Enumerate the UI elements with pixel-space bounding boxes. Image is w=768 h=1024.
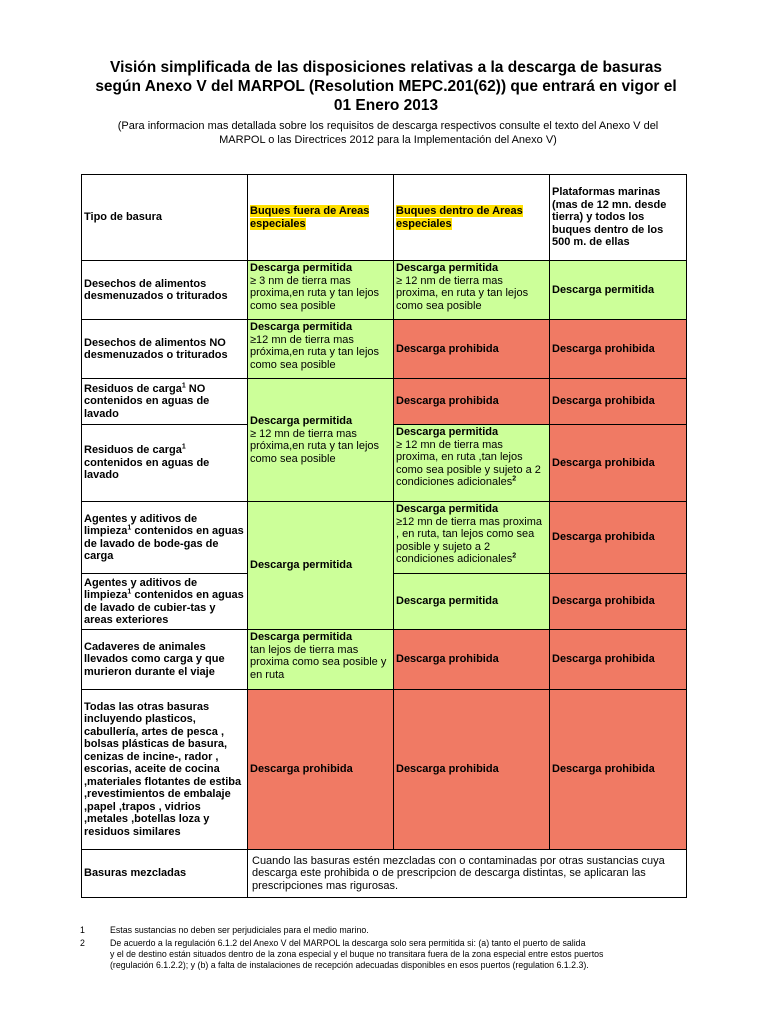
subtitle-line-1: (Para informacion mas detallada sobre los requisitos de descarga respectivos consulte el texto del Anexo V del [117,120,659,132]
title-line-3: 01 Enero 2013 [333,97,439,114]
row2-fuera-label: Descarga permitida [250,321,353,333]
footnote-2-number: 2 [80,938,85,948]
row4-tipo-text: Residuos de carga [84,444,182,457]
row5-dentro-detail [396,516,547,566]
row8-fuera: Descarga prohibida [248,690,394,850]
header-dentro [394,175,550,261]
header-fuera-text: Buques fuera de Areas especiales [250,205,370,230]
table-row [82,850,687,898]
table-row [82,502,687,574]
row4-plataformas: Descarga prohibida [550,425,687,502]
header-plataformas: Plataformas marinas (mas de 12 mn. desde tierra) y todos los buques dentro de los 500 m. de ellas [550,175,687,261]
table-row [82,261,687,320]
footnote-ref: 2 [512,475,517,483]
row2-plataformas: Descarga prohibida [550,320,687,379]
row34-fuera [248,379,394,502]
row5-tipo-text: Agentes y aditivos de limpieza [84,512,198,537]
row56-fuera: Descarga permitida [248,502,394,630]
page-title [80,58,692,115]
row34-fuera-detail: ≥ 12 mn de tierra mas próxima,en ruta y tan lejos como sea posible [250,427,380,465]
row3-tipo-rest: NO contenidos en aguas de lavado [84,382,210,420]
footnote-2-text [110,938,710,971]
row7-dentro: Descarga prohibida [394,630,550,690]
row3-dentro: Descarga prohibida [394,379,550,425]
header-fuera [248,175,394,261]
table-row [82,630,687,690]
row4-tipo [82,425,248,502]
row3-tipo [82,379,248,425]
table-row [82,320,687,379]
row7-plataformas: Descarga prohibida [550,630,687,690]
row5-dentro-detail-text: ≥12 mn de tierra mas proxima , en ruta, tan lejos como sea posible y sujeto a 2 condiciones adicionales [396,515,543,565]
title-line-2: según Anexo V del MARPOL (Resolution MEPC.201(62)) que entrará en vigor el [95,78,677,95]
row7-fuera [248,630,394,690]
table-row [82,690,687,850]
footnote-ref: 1 [181,443,186,451]
row5-plataformas: Descarga prohibida [550,502,687,574]
row1-fuera-detail: ≥ 3 nm de tierra mas proxima,en ruta y tan lejos como sea posible [250,274,380,312]
row8-tipo: Todas las otras basuras incluyendo plasticos, cabullería, artes de pesca , bolsas plásticas de basura, cenizas de incine-, rador , escorias, aceite de cocina ,materiales flotantes de estiba ,revestimientos de embalaje ,papel ,trapos , vidrios ,metales ,botellas loza y residuos similares [82,690,248,850]
row4-dentro-detail-text: ≥ 12 mn de tierra mas proxima, en ruta ,tan lejos como sea posible y sujeto a 2 condiciones adicionales [396,438,541,488]
row3-plataformas: Descarga prohibida [550,379,687,425]
header-row [82,175,687,261]
row6-plataformas: Descarga prohibida [550,574,687,630]
row7-fuera-detail: tan lejos de tierra mas proxima como sea posible y en ruta [250,643,387,681]
row9-tipo: Basuras mezcladas [82,850,248,898]
row2-dentro: Descarga prohibida [394,320,550,379]
footnote-2-line-1: De acuerdo a la regulación 6.1.2 del Anexo V del MARPOL la descarga solo sera permitida si: (a) tanto el puerto de salida [110,938,586,948]
row5-dentro-label: Descarga permitida [396,503,499,515]
footnote-ref: 1 [127,588,132,596]
row6-dentro: Descarga permitida [394,574,550,630]
footnote-ref: 2 [512,552,517,560]
footnote-1-text: Estas sustancias no deben ser perjudiciales para el medio marino. [110,925,369,935]
footnote-1-number: 1 [80,925,85,935]
row1-tipo: Desechos de alimentos desmenuzados o triturados [82,261,248,320]
row1-fuera-label: Descarga permitida [250,262,353,274]
row4-dentro [394,425,550,502]
row1-dentro-detail: ≥ 12 nm de tierra mas proxima, en ruta y tan lejos como sea posible [396,274,529,312]
row5-dentro [394,502,550,574]
title-line-1: Visión simplificada de las disposiciones relativas a la descarga de basuras [110,59,662,76]
header-tipo: Tipo de basura [82,175,248,261]
footnote-ref: 1 [127,524,132,532]
row4-dentro-label: Descarga permitida [396,426,499,438]
row2-fuera [248,320,394,379]
row4-dentro-detail [396,439,547,489]
subtitle-line-2: MARPOL o las Directrices 2012 para la Implementación del Anexo V) [219,134,557,146]
table-row [82,379,687,425]
footnote-2-line-2: y el de destino están situados dentro de la zona especial y el buque no transitara fuera de la zona especial entre estos puertos [110,949,604,959]
page-subtitle [88,119,688,147]
row3-tipo-text: Residuos de carga [84,382,182,395]
row6-tipo [82,574,248,630]
row34-fuera-label: Descarga permitida [250,415,353,427]
header-dentro-text: Buques dentro de Areas especiales [396,205,523,230]
row1-fuera [248,261,394,320]
row1-dentro [394,261,550,320]
footnote-2-line-3: (regulación 6.1.2.2); y (b) a falta de instalaciones de recepción adecuadas disponibles en esos puertos (regulation 6.1.2.3). [110,960,589,970]
row6-tipo-text: Agentes y aditivos de limpieza [84,576,198,601]
row8-dentro: Descarga prohibida [394,690,550,850]
row9-texto: Cuando las basuras estén mezcladas con o contaminadas por otras sustancias cuya descarga este prohibida o de prescripcion de descarga distintas, se aplicaran las prescripciones mas rigurosas. [248,850,687,898]
row7-tipo: Cadaveres de animales llevados como carga y que murieron durante el viaje [82,630,248,690]
row2-fuera-detail: ≥12 mn de tierra mas próxima,en ruta y tan lejos como sea posible [250,333,380,371]
row1-plataformas: Descarga permitida [550,261,687,320]
row1-dentro-label: Descarga permitida [396,262,499,274]
discharge-table [81,174,687,898]
row5-tipo [82,502,248,574]
row8-plataformas: Descarga prohibida [550,690,687,850]
row7-fuera-label: Descarga permitida [250,631,353,643]
row2-tipo: Desechos de alimentos NO desmenuzados o triturados [82,320,248,379]
row6-tipo-rest: contenidos en aguas de lavado de cubier-tas y areas exteriores [84,589,244,626]
row5-tipo-rest: contenidos en aguas de lavado de bode-gas de carga [84,525,244,562]
row4-tipo-rest: contenidos en aguas de lavado [84,456,210,482]
footnote-ref: 1 [181,382,186,390]
